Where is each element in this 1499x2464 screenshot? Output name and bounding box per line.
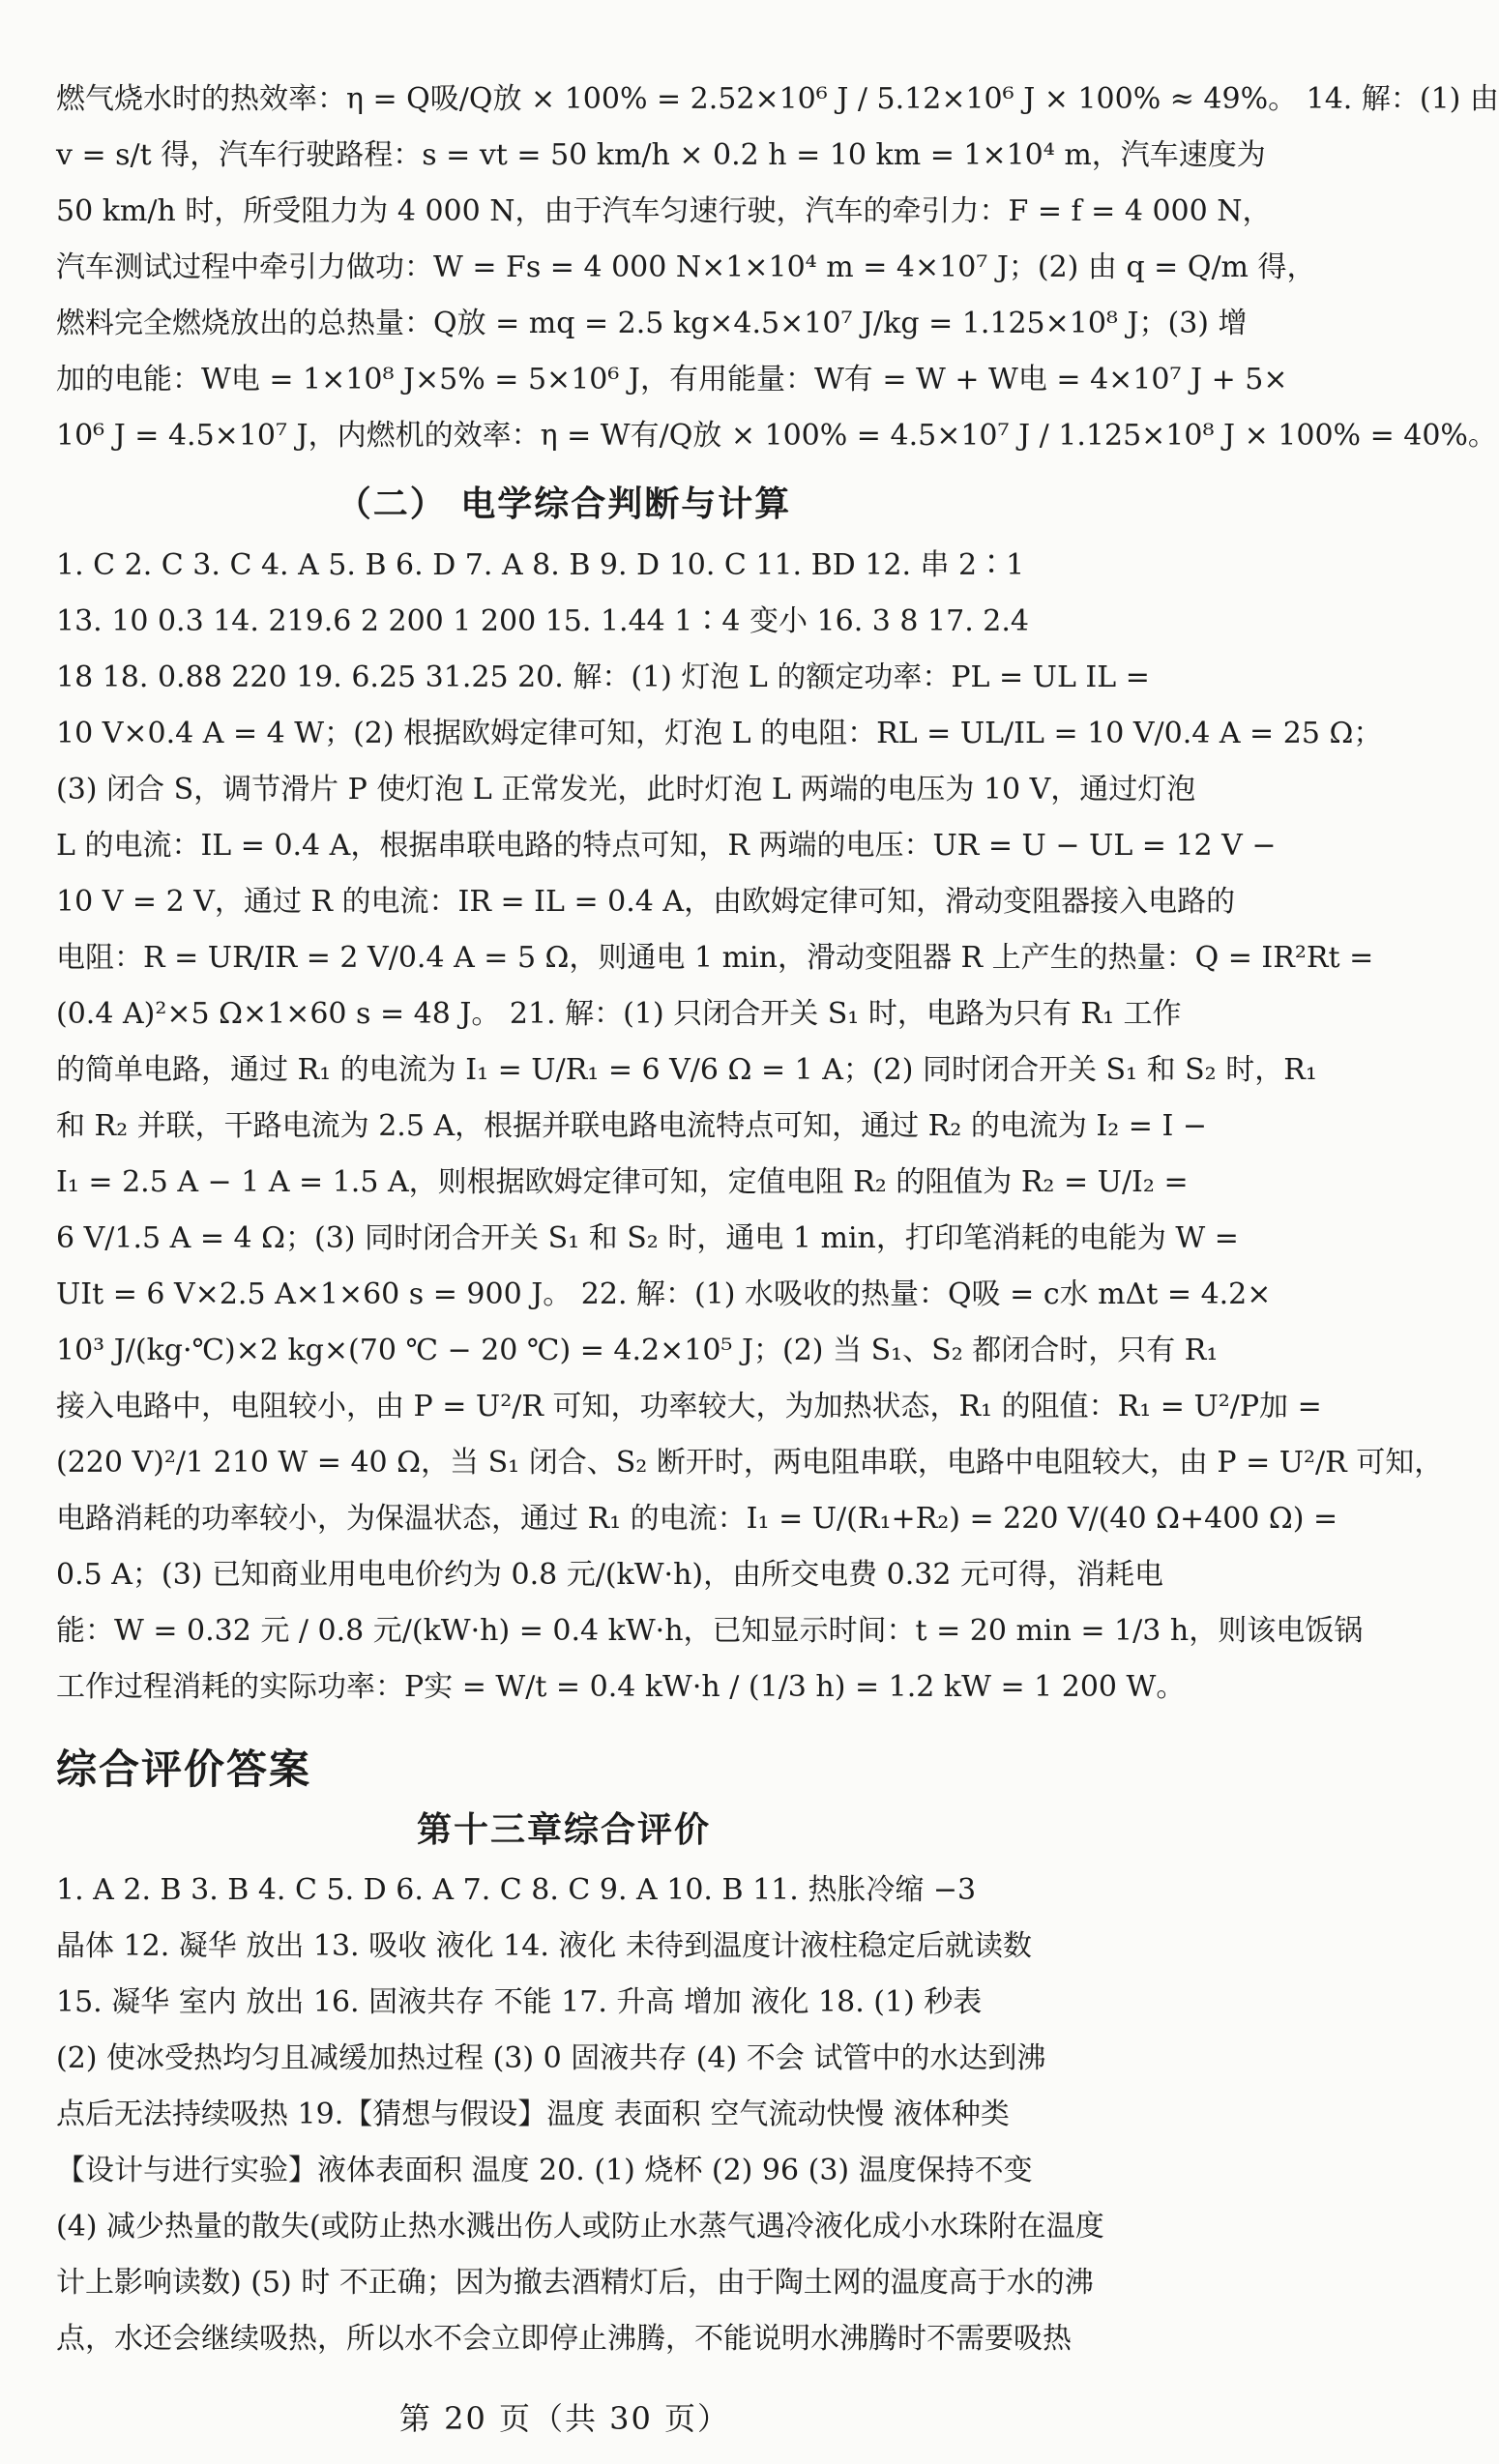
text-line: 燃气烧水时的热效率：η = Q吸/Q放 × 100% = 2.52×10⁶ J / 5.12×10⁶ J × 100% ≈ 49%。 14. 解：(1) 由 <box>56 82 1499 116</box>
text-line: 点，水还会继续吸热，所以水不会立即停止沸腾，不能说明水沸腾时不需要吸热 <box>56 2322 1072 2356</box>
text-line: 电阻：R = UR/IR = 2 V/0.4 A = 5 Ω，则通电 1 min，滑动变阻器 R 上产生的热量：Q = IR²Rt = <box>56 941 1374 975</box>
text-line: 【设计与进行实验】液体表面积 温度 20. (1) 烧杯 (2) 96 (3) 温度保持不变 <box>56 2154 1033 2187</box>
text-line: (3) 闭合 S，调节滑片 P 使灯泡 L 正常发光，此时灯泡 L 两端的电压为 10 V，通过灯泡 <box>56 773 1196 807</box>
text-line: 接入电路中，电阻较小，由 P = U²/R 可知，功率较大，为加热状态，R₁ 的阻值：R₁ = U²/P加 = <box>56 1390 1322 1423</box>
text-line: 1. A 2. B 3. B 4. C 5. D 6. A 7. C 8. C 9. A 10. B 11. 热胀冷缩 −3 <box>56 1873 977 1907</box>
text-line: 10 V×0.4 A = 4 W；(2) 根据欧姆定律可知，灯泡 L 的电阻：RL = UL/IL = 10 V/0.4 A = 25 Ω； <box>56 717 1383 750</box>
chapter-title: 第十三章综合评价 <box>416 1810 711 1850</box>
text-line: 工作过程消耗的实际功率：P实 = W/t = 0.4 kW·h / (1/3 h) = 1.2 kW = 1 200 W。 <box>56 1670 1186 1704</box>
text-line: 15. 凝华 室内 放出 16. 固液共存 不能 17. 升高 增加 液化 18. (1) 秒表 <box>56 1985 983 2019</box>
text-line: 18 18. 0.88 220 19. 6.25 31.25 20. 解：(1) 灯泡 L 的额定功率：PL = UL IL = <box>56 660 1150 694</box>
page-footer: 第 20 页（共 30 页） <box>398 2400 731 2437</box>
text-line: 6 V/1.5 A = 4 Ω；(3) 同时闭合开关 S₁ 和 S₂ 时，通电 1 min，打印笔消耗的电能为 W = <box>56 1221 1239 1255</box>
text-line: 加的电能：W电 = 1×10⁸ J×5% = 5×10⁶ J，有用能量：W有 = W + W电 = 4×10⁷ J + 5× <box>56 363 1288 396</box>
text-line: (4) 减少热量的散失(或防止热水溅出伤人或防止水蒸气遇冷液化成小水珠附在温度 <box>56 2210 1104 2244</box>
text-line: 10 V = 2 V，通过 R 的电流：IR = IL = 0.4 A，由欧姆定律可知，滑动变阻器接入电路的 <box>56 885 1236 919</box>
text-line: 计上影响读数) (5) 时 不正确；因为撤去酒精灯后，由于陶土网的温度高于水的沸 <box>56 2266 1094 2300</box>
text-line: v = s/t 得，汽车行驶路程：s = vt = 50 km/h × 0.2 h = 10 km = 1×10⁴ m，汽车速度为 <box>56 138 1266 172</box>
text-line: 10⁶ J = 4.5×10⁷ J，内燃机的效率：η = W有/Q放 × 100% = 4.5×10⁷ J / 1.125×10⁸ J × 100% = 40%。 <box>56 419 1497 453</box>
text-line: 50 km/h 时，所受阻力为 4 000 N，由于汽车匀速行驶，汽车的牵引力：F = f = 4 000 N， <box>56 194 1272 228</box>
text-line: (0.4 A)²×5 Ω×1×60 s = 48 J。 21. 解：(1) 只闭合开关 S₁ 时，电路为只有 R₁ 工作 <box>56 997 1182 1031</box>
text-line: 点后无法持续吸热 19.【猜想与假设】温度 表面积 空气流动快慢 液体种类 <box>56 2097 1010 2131</box>
text-line: 1. C 2. C 3. C 4. A 5. B 6. D 7. A 8. B 9. D 10. C 11. BD 12. 串 2∶1 <box>56 548 1025 582</box>
text-line: 的简单电路，通过 R₁ 的电流为 I₁ = U/R₁ = 6 V/6 Ω = 1 A；(2) 同时闭合开关 S₁ 和 S₂ 时，R₁ <box>56 1053 1317 1087</box>
text-line: 电路消耗的功率较小，为保温状态，通过 R₁ 的电流：I₁ = U/(R₁+R₂) = 220 V/(40 Ω+400 Ω) = <box>56 1502 1338 1536</box>
text-line: (220 V)²/1 210 W = 40 Ω，当 S₁ 闭合、S₂ 断开时，两电阻串联，电路中电阻较大，由 P = U²/R 可知， <box>56 1446 1444 1480</box>
part-title-comprehensive-answers: 综合评价答案 <box>56 1745 312 1793</box>
text-line: 和 R₂ 并联，干路电流为 2.5 A，根据并联电路电流特点可知，通过 R₂ 的电流为 I₂ = I − <box>56 1109 1207 1143</box>
text-line: 汽车测试过程中牵引力做功：W = Fs = 4 000 N×1×10⁴ m = 4×10⁷ J；(2) 由 q = Q/m 得， <box>56 250 1316 284</box>
text-line: 晶体 12. 凝华 放出 13. 吸收 液化 14. 液化 未待到温度计液柱稳定后就读数 <box>56 1929 1032 1963</box>
text-line: L 的电流：IL = 0.4 A，根据串联电路的特点可知，R 两端的电压：UR = U − UL = 12 V − <box>56 829 1277 863</box>
text-line: UIt = 6 V×2.5 A×1×60 s = 900 J。 22. 解：(1) 水吸收的热量：Q吸 = c水 mΔt = 4.2× <box>56 1277 1272 1311</box>
text-line: 13. 10 0.3 14. 219.6 2 200 1 200 15. 1.44 1∶4 变小 16. 3 8 17. 2.4 <box>56 604 1029 638</box>
text-line: (2) 使冰受热均匀且减缓加热过程 (3) 0 固液共存 (4) 不会 试管中的水达到沸 <box>56 2041 1046 2075</box>
text-line: 10³ J/(kg·℃)×2 kg×(70 ℃ − 20 ℃) = 4.2×10⁵ J；(2) 当 S₁、S₂ 都闭合时，只有 R₁ <box>56 1334 1219 1367</box>
text-line: I₁ = 2.5 A − 1 A = 1.5 A，则根据欧姆定律可知，定值电阻 R₂ 的阻值为 R₂ = U/I₂ = <box>56 1165 1189 1199</box>
text-line: 燃料完全燃烧放出的总热量：Q放 = mq = 2.5 kg×4.5×10⁷ J/kg = 1.125×10⁸ J；(3) 增 <box>56 307 1248 340</box>
text-line: 能：W = 0.32 元 / 0.8 元/(kW·h) = 0.4 kW·h，已知显示时间：t = 20 min = 1/3 h，则该电饭锅 <box>56 1614 1364 1648</box>
text-line: 0.5 A；(3) 已知商业用电电价约为 0.8 元/(kW·h)，由所交电费 0.32 元可得，消耗电 <box>56 1558 1163 1592</box>
answer-block-electricity <box>56 538 1444 1716</box>
answer-block-chapter13 <box>56 1863 1104 2367</box>
section-title-electricity: （二） 电学综合判断与计算 <box>336 484 792 524</box>
answer-block-heat-efficiency <box>56 72 1499 464</box>
